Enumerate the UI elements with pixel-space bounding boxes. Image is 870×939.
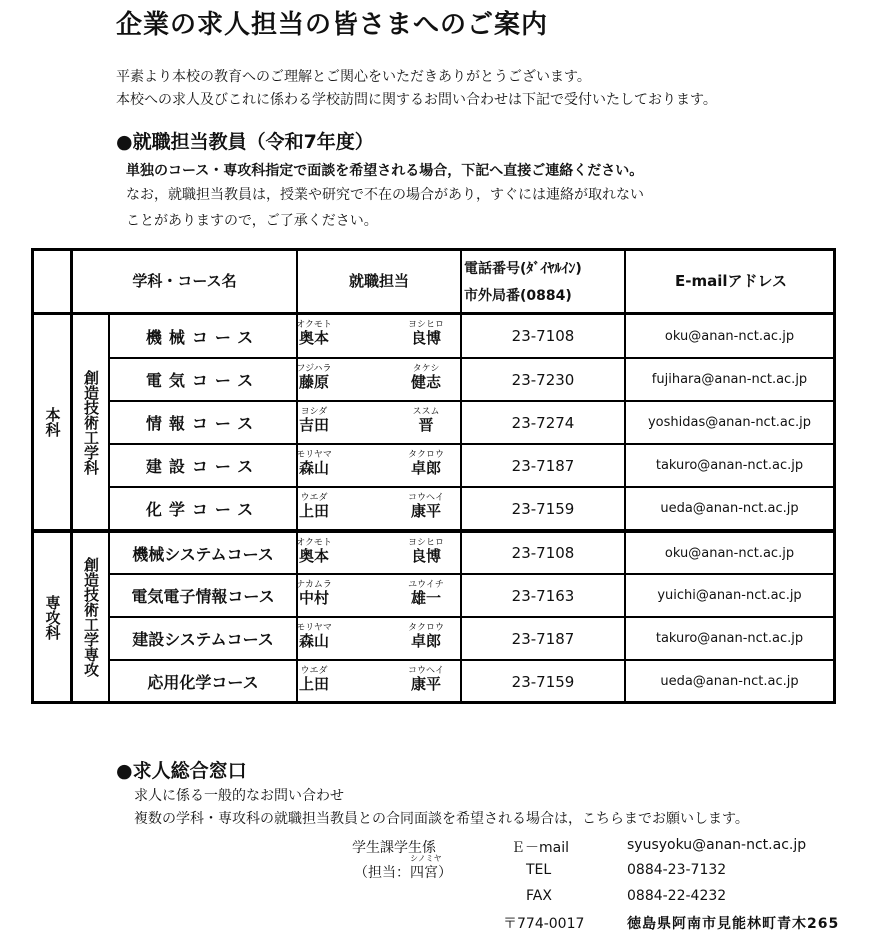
staff-given-name: タクロウ 卓郎: [407, 623, 444, 650]
contact-email-value[interactable]: syusyoku@anan-nct.ac.jp: [627, 837, 807, 853]
phone-number: 23-7274: [511, 413, 575, 432]
course-name: 化学コース: [145, 500, 261, 519]
contact-fax-value: 0884-22-4232: [627, 888, 727, 904]
office-person: （担当： シノミヤ 四宮）: [354, 854, 452, 881]
staff-family-name: ウエダ 上田: [298, 666, 329, 693]
email-address[interactable]: ueda@anan-nct.ac.jp: [660, 501, 799, 516]
staff-family-name: オクモト 奥本: [296, 538, 332, 565]
intro-line-2: 本校への求人及びこれに係わる学校訪問に関するお問い合わせは下記で受付いたしております。: [116, 92, 717, 108]
group-label-senkouka: 専攻科: [43, 594, 62, 640]
person-name: シノミヤ 四宮: [410, 854, 442, 881]
course-name: 電気コース: [145, 371, 261, 390]
note-line-2: なお，就職担当教員は，授業や研究で不在の場合があり，すぐには連絡が取れない: [126, 187, 644, 203]
group-label-honka: 本科: [43, 407, 62, 437]
contact-fax-label: FAX: [526, 888, 552, 904]
course-name: 情報コース: [145, 414, 261, 433]
email-address[interactable]: yuichi@anan-nct.ac.jp: [657, 588, 802, 603]
course-name: 応用化学コース: [147, 673, 259, 692]
header-course: 学科・コース名: [132, 272, 237, 290]
course-name: 建設システムコース: [132, 630, 274, 649]
course-name: 建設コース: [145, 457, 261, 476]
email-address[interactable]: oku@anan-nct.ac.jp: [664, 545, 795, 561]
staff-given-name: ススム 晋: [412, 407, 440, 434]
note-line-1: 単独のコース・専攻科指定で面談を希望される場合，下記へ直接ご連絡ください。: [126, 163, 644, 179]
staff-given-name: ヨシヒロ 良博: [407, 538, 444, 565]
intro-line-1: 平素より本校の教育へのご理解とご関心をいただきありがとうございます。: [116, 69, 591, 85]
staff-given-name: タケシ 健志: [410, 364, 441, 391]
course-name: 機械コース: [145, 327, 261, 347]
contact-address-value: 徳島県阿南市見能林町青木265: [627, 916, 840, 932]
email-address[interactable]: takuro@anan-nct.ac.jp: [655, 631, 804, 646]
staff-given-name: コウヘイ 康平: [407, 666, 444, 693]
contact-email-label: Ｅ－mail: [511, 840, 569, 856]
staff-family-name: オクモト 奥本: [296, 320, 332, 347]
staff-family-name: フジハラ 藤原: [296, 364, 332, 391]
contact-tel-label: TEL: [526, 862, 552, 878]
staff-given-name: ヨシヒロ 良博: [407, 320, 444, 347]
phone-number: 23-7108: [511, 327, 575, 345]
group-dept-senkouka: 創造技術工学専攻: [82, 557, 100, 677]
email-address[interactable]: takuro@anan-nct.ac.jp: [655, 458, 804, 473]
header-email: E-mailアドレス: [674, 272, 788, 290]
header-phone-line1: 電話番号(ﾀﾞｲﾔﾙｲﾝ): [464, 261, 582, 277]
staff-family-name: モリヤマ 森山: [296, 623, 332, 650]
email-address[interactable]: ueda@anan-nct.ac.jp: [660, 674, 799, 689]
office-line-2: 複数の学科・専攻科の就職担当教員との合同面談を希望される場合は，こちらまでお願いします。: [134, 811, 749, 827]
phone-number: 23-7159: [511, 499, 575, 518]
note-line-3: ことがありますので，ご了承ください。: [126, 213, 378, 229]
staff-family-name: ヨシダ 吉田: [298, 407, 329, 434]
course-name: 電気電子情報コース: [131, 587, 275, 606]
staff-table: [31, 248, 836, 704]
phone-number: 23-7187: [511, 456, 575, 475]
staff-given-name: タクロウ 卓郎: [407, 450, 444, 477]
staff-given-name: ユウイチ 雄一: [408, 580, 444, 607]
office-line-1: 求人に係る一般的なお問い合わせ: [134, 788, 344, 804]
email-address[interactable]: yoshidas@anan-nct.ac.jp: [647, 415, 812, 430]
staff-given-name: コウヘイ 康平: [407, 493, 444, 520]
group-dept-honka: 創造技術工学科: [82, 369, 100, 475]
phone-number: 23-7163: [511, 586, 575, 605]
email-address[interactable]: oku@anan-nct.ac.jp: [664, 328, 795, 344]
staff-family-name: モリヤマ 森山: [296, 450, 332, 477]
staff-family-name: ナカムラ 中村: [296, 580, 332, 607]
phone-number: 23-7187: [511, 629, 575, 648]
phone-number: 23-7108: [511, 544, 575, 562]
header-staff: 就職担当: [348, 272, 409, 290]
phone-number: 23-7159: [511, 672, 575, 691]
page-title: 企業の求人担当の皆さまへのご案内: [116, 10, 549, 40]
email-address[interactable]: fujihara@anan-nct.ac.jp: [651, 372, 808, 387]
course-name: 機械システムコース: [132, 544, 274, 564]
section-heading-office: ●求人総合窓口: [116, 760, 247, 782]
office-name: 学生課学生係: [352, 840, 436, 856]
phone-number: 23-7230: [511, 370, 575, 389]
header-phone-line2: 市外局番(0884): [464, 288, 572, 304]
section-heading-staff: ●就職担当教員（令和7年度）: [116, 131, 374, 153]
contact-tel-value: 0884-23-7132: [627, 862, 727, 878]
staff-family-name: ウエダ 上田: [298, 493, 329, 520]
contact-postal-label: 〒774-0017: [503, 916, 585, 932]
